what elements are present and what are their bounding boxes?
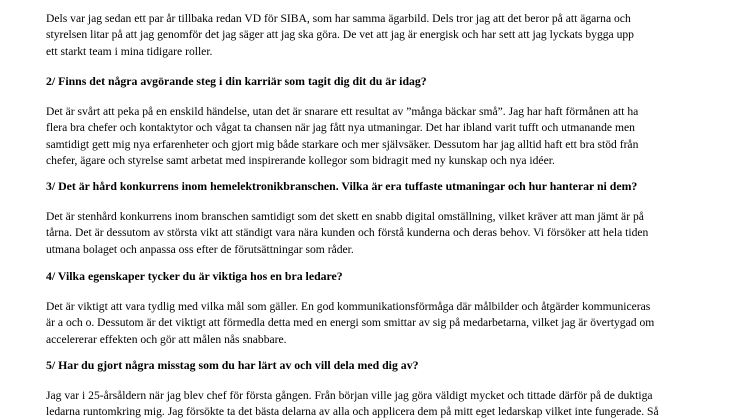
question-3-heading: 3/ Det är hård konkurrens inom hemelektronikbranschen. Vilka är era tuffaste utmaningar och hur hanterar ni dem? — [46, 179, 638, 193]
paragraph-line: chefer, ägare och styrelse samt arbetat med inspirerande kollegor som bidragit med ny kunskap och nya idéer. — [46, 154, 555, 168]
question-2-heading: 2/ Finns det några avgörande steg i din karriär som tagit dig dit du är idag? — [46, 74, 427, 88]
paragraph-line: tårna. Det är dessutom av största vikt att ständigt vara nära kunden och förstå kunderna och deras behov. Vi försöker att hela tiden — [46, 226, 649, 240]
paragraph-line: ledarna runtomkring mig. Jag försökte ta det bästa delarna av alla och applicera dem på mitt eget ledarskap vilket inte fungerade. Så — [46, 405, 659, 419]
paragraph-line: Det är viktigt att vara tydlig med vilka mål som gäller. En god kommunikationsförmåga där målbilder och åtgärder kommuniceras — [46, 300, 651, 313]
paragraph-line: flera bra chefer och kontaktytor och vågat ta chansen när jag fått nya utmaningar. Det har ibland varit tufft och utmanande men — [46, 121, 635, 135]
paragraph-line: accelererar effekten och gör att målen nås snabbare. — [46, 332, 287, 346]
paragraph-line: samtidigt gett mig nya erfarenheter och gjort mig både starkare och mer självsäker. Dessutom har jag alltid haft ett bra stöd från — [46, 137, 639, 151]
paragraph-line: ett starkt team i mina tidigare roller. — [46, 44, 213, 58]
answer-3-paragraph — [46, 209, 648, 258]
paragraph-line: Jag var i 25-årsåldern när jag blev chef för första gången. Från början ville jag göra väldigt mycket och tittade därför på de duktiga — [46, 389, 653, 402]
question-5-heading: 5/ Har du gjort några misstag som du har lärt av och vill dela med dig av? — [46, 358, 419, 372]
intro-paragraph — [46, 11, 634, 60]
answer-5-paragraph — [46, 388, 659, 419]
paragraph-line: Dels var jag sedan ett par år tillbaka redan VD för SIBA, som har samma ägarbild. Dels tror jag att det beror på att ägarna och — [46, 12, 631, 25]
paragraph-line: Det är svårt att peka på en enskild händelse, utan det är snarare ett resultat av ”många bäckar små”. Jag har haft förmånen att ha — [46, 105, 639, 118]
question-4-heading: 4/ Vilka egenskaper tycker du är viktiga hos en bra ledare? — [46, 269, 343, 283]
paragraph-line: styrelsen litar på att jag genomför det jag säger att jag ska göra. De vet att jag är energisk och har sett att jag lyckats bygga upp — [46, 28, 634, 42]
answer-4-paragraph — [46, 299, 654, 348]
paragraph-line: är a och o. Dessutom är det viktigt att förmedla detta med en energi som smittar av sig på medarbetarna, vilket jag är övertygad om — [46, 316, 655, 330]
document-page — [46, 0, 710, 419]
paragraph-line: utmana bolaget och anpassa oss efter de förutsättningar som råder. — [46, 242, 354, 256]
answer-2-paragraph — [46, 104, 638, 170]
paragraph-line: Det är stenhård konkurrens inom branschen samtidigt som det skett en snabb digital omställning, vilket kräver att man jämt är på — [46, 210, 644, 223]
